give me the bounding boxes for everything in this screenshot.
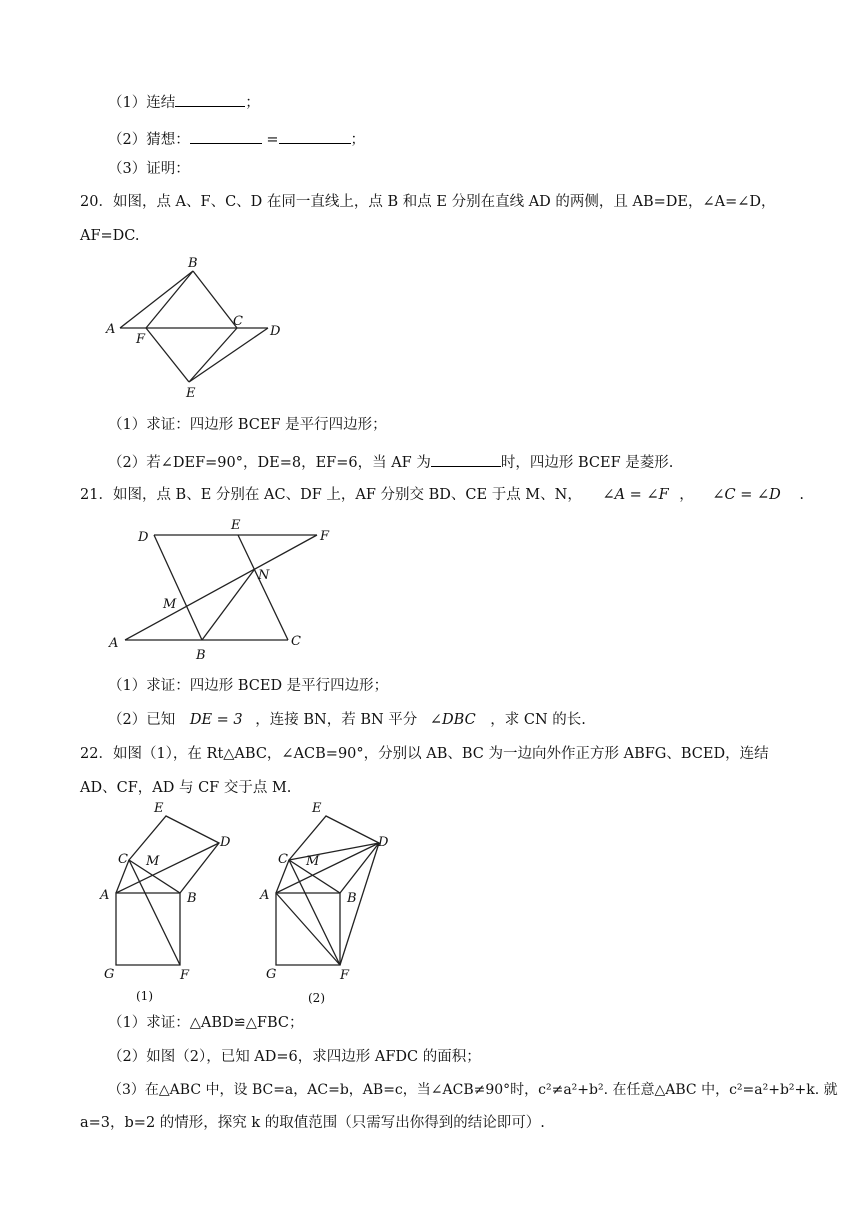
segment-bc [193, 271, 237, 328]
answer-blank[interactable] [431, 450, 501, 467]
segment-cd [289, 843, 379, 860]
label-c: C [291, 634, 301, 649]
q21-part2 [108, 710, 586, 730]
answer-blank[interactable] [279, 127, 351, 144]
segment-ab [120, 271, 193, 328]
segment-fd [340, 843, 379, 965]
square-bced [289, 816, 379, 893]
segment-fe [146, 328, 189, 382]
label-b: B [187, 891, 197, 906]
q22-part3-line1: （3）在△ABC 中，设 BC=a，AC=b，AB=c，当∠ACB≠90°时，c²≠a²+b². 在任意△ABC 中，c²=a²+b²+k. 就 [108, 1082, 838, 1098]
q20-part1: （1）求证：四边形 BCEF 是平行四边形； [108, 417, 387, 433]
q19-part1 [108, 90, 260, 113]
label-c: C [278, 852, 288, 867]
label-e: E [154, 801, 164, 816]
segment-de [189, 328, 268, 382]
label-m: M [163, 597, 177, 612]
label-b: B [347, 891, 357, 906]
square-abfg [116, 893, 180, 965]
label-m: M [146, 854, 160, 869]
label-c: C [233, 314, 243, 329]
q19-part1-punct: ； [245, 95, 260, 111]
q21-stem-end: . [799, 487, 804, 503]
q21-part2-math1: DE = 3 [189, 712, 243, 728]
q21-stem-math2: ∠C = ∠D [712, 487, 781, 503]
segment-af [125, 535, 317, 640]
label-e: E [231, 518, 241, 533]
segment-ec [238, 535, 288, 640]
label-e: E [312, 801, 322, 816]
q21-part2-math2: ∠DBC [429, 712, 476, 728]
q19-part2-text: （2）猜想： [108, 132, 190, 148]
label-f: F [180, 968, 190, 983]
label-m: M [306, 854, 320, 869]
q21-part2-tail: ，求 CN 的长. [490, 712, 586, 728]
answer-blank[interactable] [175, 90, 245, 107]
label-g: G [266, 967, 277, 982]
label-a: A [106, 322, 116, 337]
q21-stem-sep: ， [679, 487, 694, 503]
q19-part2-eq: = [261, 132, 279, 148]
q22-part1: （1）求证：△ABD≌△FBC； [108, 1015, 304, 1031]
label-c: C [118, 852, 128, 867]
answer-blank[interactable] [190, 127, 262, 144]
q22-stem-line2: AD、CF，AD 与 CF 交于点 M. [80, 780, 292, 796]
label-a: A [109, 636, 119, 651]
q22-part2: （2）如图（2），已知 AD=6，求四边形 AFDC 的面积； [108, 1049, 481, 1065]
segment-ce [189, 328, 237, 382]
label-b: B [196, 648, 206, 663]
label-f: F [320, 529, 330, 544]
q22-stem-line1: 22．如图（1），在 Rt△ABC，∠ACB=90°，分别以 AB、BC 为一边向外作正方形 ABFG、BCED，连结 [80, 746, 769, 762]
label-d: D [378, 835, 389, 850]
q19-part2-punct: ； [350, 132, 365, 148]
label-a: A [100, 888, 110, 903]
q21-part2-text: （2）已知 [108, 712, 176, 728]
q20-figure [100, 255, 290, 405]
segment-bf [146, 271, 193, 328]
figure-caption-1: (1) [136, 989, 153, 1003]
q21-stem-text: 21．如图，点 B、E 分别在 AC、DF 上，AF 分别交 BD、CE 于点 M、N， [80, 487, 582, 503]
label-d: D [138, 530, 149, 545]
label-a: A [260, 888, 270, 903]
q20-part2-tail: 时，四边形 BCEF 是菱形. [500, 455, 674, 471]
label-g: G [104, 967, 115, 982]
q20-part2 [108, 450, 673, 473]
square-bced [129, 816, 219, 893]
segment-db [154, 535, 202, 640]
q19-part1-text: （1）连结 [108, 95, 176, 111]
label-f: F [136, 332, 146, 347]
q21-figure [105, 515, 345, 665]
segment-af [276, 893, 340, 965]
q19-part2 [108, 127, 365, 150]
label-b: B [188, 256, 198, 271]
label-d: D [220, 835, 231, 850]
q21-part1: （1）求证：四边形 BCED 是平行四边形； [108, 678, 389, 694]
segment-bn [202, 570, 254, 640]
q20-part2-text: （2）若∠DEF=90°，DE=8，EF=6，当 AF 为 [108, 455, 431, 471]
q20-stem-line1: 20．如图，点 A、F、C、D 在同一直线上，点 B 和点 E 分别在直线 AD 的两侧，且 AB=DE，∠A=∠D， [80, 194, 776, 210]
figure-caption-2: (2) [308, 991, 325, 1005]
label-d: D [270, 324, 281, 339]
q21-stem-math1: ∠A = ∠F [602, 487, 669, 503]
q21-part2-mid: ，连接 BN，若 BN 平分 [255, 712, 418, 728]
q22-part3-line2: a=3，b=2 的情形，探究 k 的取值范围（只需写出你得到的结论即可）. [80, 1115, 545, 1131]
q21-stem [80, 485, 804, 505]
q22-figure-2 [256, 798, 406, 1010]
label-e: E [186, 386, 196, 401]
label-n: N [258, 568, 270, 583]
q20-stem-line2: AF=DC. [80, 228, 140, 244]
q22-figure-1 [96, 798, 246, 1008]
q19-part3: （3）证明： [108, 161, 190, 177]
label-f: F [340, 968, 350, 983]
